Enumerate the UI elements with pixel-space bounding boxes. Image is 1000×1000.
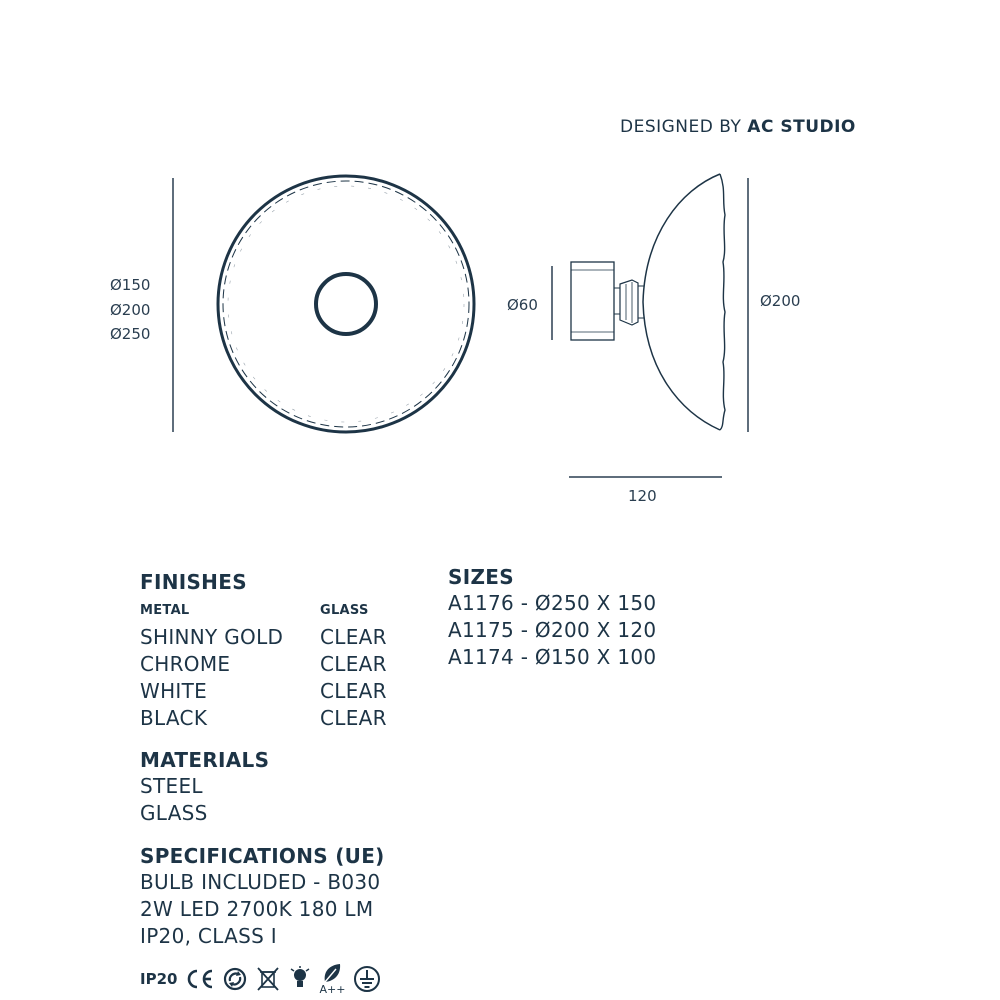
depth-dim-label: 120 (628, 487, 657, 505)
weee-bin-icon (255, 966, 281, 992)
size-item: A1174 - Ø150 X 100 (448, 645, 657, 669)
led-bulb-icon (289, 966, 311, 992)
specifications-list (140, 869, 380, 950)
wall-base (571, 262, 614, 340)
glass-inner-texture (228, 186, 464, 422)
base-dim-label: Ø60 (507, 296, 538, 314)
metal-finish: CHROME (140, 652, 231, 676)
finish-row (140, 651, 387, 678)
front-view (218, 176, 474, 432)
energy-class-label: A++ (319, 983, 346, 996)
material-item: GLASS (140, 801, 208, 825)
ground-earth-icon (353, 965, 381, 993)
material-item: STEEL (140, 774, 203, 798)
dim-label: Ø150 (110, 276, 151, 294)
energy-class-badge (319, 962, 345, 995)
ce-mark-icon (185, 968, 215, 990)
glass-edge (720, 174, 725, 430)
certification-row (140, 962, 381, 995)
spec-line: BULB INCLUDED - B030 (140, 870, 381, 894)
glass-rim-texture (223, 181, 469, 427)
size-item: A1175 - Ø200 X 120 (448, 618, 657, 642)
finish-row (140, 678, 387, 705)
center-mount-ring (316, 274, 376, 334)
materials-heading: MATERIALS (140, 748, 270, 772)
glass-finish: CLEAR (320, 625, 387, 649)
metal-finish: WHITE (140, 679, 208, 703)
materials-list (140, 773, 208, 827)
spec-line: 2W LED 2700K 180 LM (140, 897, 374, 921)
shade-dim-label: Ø200 (760, 292, 801, 310)
recycle-icon (223, 967, 247, 991)
sizes-heading: SIZES (448, 565, 514, 589)
finishes-table (140, 624, 387, 732)
finish-row (140, 705, 387, 732)
energy-leaf-icon (321, 962, 343, 984)
glass-finish: CLEAR (320, 652, 387, 676)
glass-finish: CLEAR (320, 706, 387, 730)
credit-name: AC STUDIO (747, 117, 856, 137)
credit-prefix: DESIGNED BY (620, 117, 742, 137)
side-view (552, 174, 748, 477)
metal-header: METAL (140, 603, 190, 618)
front-dimension-labels (110, 273, 150, 347)
dim-label: Ø250 (110, 325, 151, 343)
size-item: A1176 - Ø250 X 150 (448, 591, 657, 615)
finish-row (140, 624, 387, 651)
connector (614, 288, 620, 314)
sizes-list (448, 590, 656, 671)
spec-line: IP20, CLASS I (140, 924, 277, 948)
metal-finish: BLACK (140, 706, 208, 730)
glass-header: GLASS (320, 603, 369, 618)
dim-label: Ø200 (110, 300, 151, 319)
glass-finish: CLEAR (320, 679, 387, 703)
metal-finish: SHINNY GOLD (140, 625, 284, 649)
shade-profile (643, 174, 720, 430)
finishes-heading: FINISHES (140, 570, 247, 594)
shade-outline (218, 176, 474, 432)
specifications-heading: SPECIFICATIONS (UE) (140, 844, 385, 868)
ip-rating: IP20 (140, 969, 178, 988)
